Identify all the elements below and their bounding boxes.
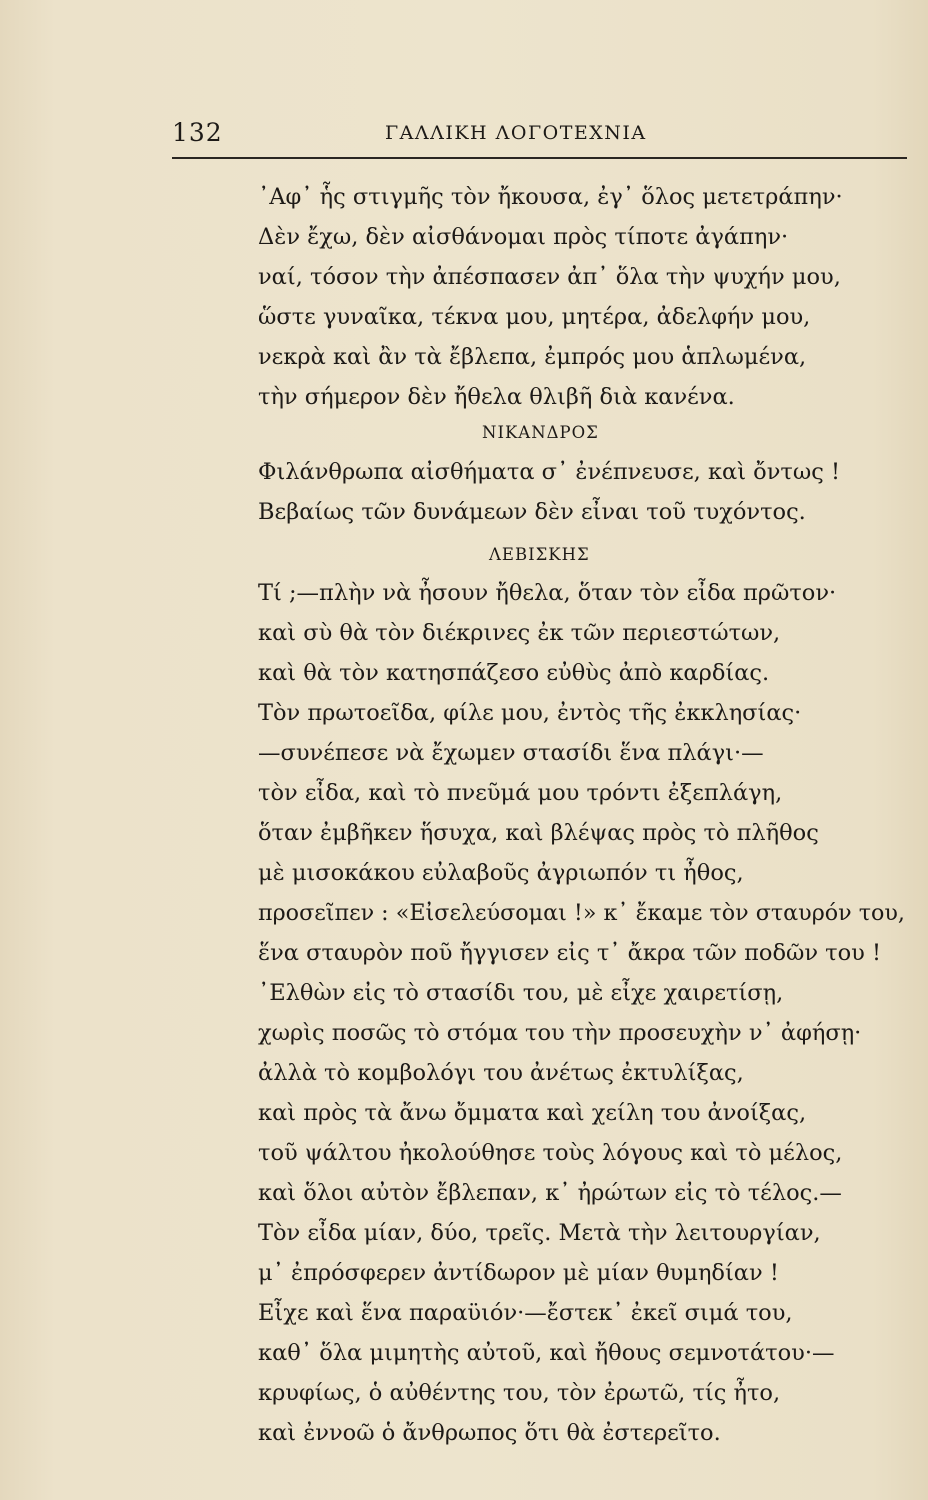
speaker-name: ΛΕΒΙΣΚΗΣ <box>489 545 590 564</box>
verse-line: Βεβαίως τῶν δυνάμεων δὲν εἶναι τοῦ τυχόντος. <box>258 499 806 525</box>
verse-line: καὶ πρὸς τὰ ἄνω ὄμματα καὶ χείλη του ἀνοίξας, <box>258 1100 807 1126</box>
verse-line: ὅταν ἐμβῆκεν ἥσυχα, καὶ βλέψας πρὸς τὸ πλῆθος <box>258 820 819 846</box>
verse-line: —συνέπεσε νὰ ἔχωμεν στασίδι ἕνα πλάγι·— <box>258 740 764 766</box>
verse-line: Δὲν ἔχω, δὲν αἰσθάνομαι πρὸς τίποτε ἀγάπην· <box>258 224 789 250</box>
verse-line: Εἶχε καὶ ἕνα παραϋιόν·—ἔστεκ᾿ ἐκεῖ σιμά του, <box>258 1300 793 1326</box>
verse-line: χωρὶς ποσῶς τὸ στόμα του τὴν προσευχὴν ν᾿ ἀφήσῃ· <box>258 1020 862 1046</box>
verse-line: τὸν εἶδα, καὶ τὸ πνεῦμά μου τρόντι ἐξεπλάγη, <box>258 780 783 806</box>
verse-line: καὶ σὺ θὰ τὸν διέκρινες ἐκ τῶν περιεστώτων, <box>258 620 781 646</box>
verse-line: μὲ μισοκάκου εὐλαβοῦς ἀγριωπόν τι ἦθος, <box>258 860 744 886</box>
verse-line: Τὸν πρωτοεῖδα, φίλε μου, ἐντὸς τῆς ἐκκλησίας· <box>258 700 802 726</box>
verse-line: καὶ ὅλοι αὐτὸν ἔβλεπαν, κ᾿ ἠρώτων εἰς τὸ τέλος.— <box>258 1180 842 1206</box>
page-number: 132 <box>172 118 223 147</box>
verse-line: ὥστε γυναῖκα, τέκνα μου, μητέρα, ἀδελφήν μου, <box>258 304 811 330</box>
verse-line: τὴν σήμερον δὲν ἤθελα θλιβῆ διὰ κανένα. <box>258 384 735 410</box>
verse-line: ᾿Αφ᾿ ἧς στιγμῆς τὸν ἤκουσα, ἐγ᾿ ὅλος μετετράπην· <box>258 184 843 210</box>
verse-line: τοῦ ψάλτου ἠκολούθησε τοὺς λόγους καὶ τὸ μέλος, <box>258 1140 843 1166</box>
verse-line: μ᾿ ἐπρόσφερεν ἀντίδωρον μὲ μίαν θυμηδίαν ! <box>258 1260 779 1286</box>
verse-line: προσεῖπεν : «Εἰσελεύσομαι !» κ᾿ ἔκαμε τὸν σταυρόν του, <box>258 900 905 926</box>
verse-line: νεκρὰ καὶ ἂν τὰ ἔβλεπα, ἐμπρός μου ἁπλωμένα, <box>258 344 807 370</box>
verse-line: ναί, τόσον τὴν ἀπέσπασεν ἀπ᾿ ὅλα τὴν ψυχήν μου, <box>258 264 841 290</box>
verse-line: ἀλλὰ τὸ κομβολόγι του ἀνέτως ἐκτυλίξας, <box>258 1060 744 1086</box>
verse-line: καὶ ἐννοῶ ὁ ἄνθρωπος ὅτι θὰ ἐστερεῖτο. <box>258 1420 721 1446</box>
verse-line: ᾿Ελθὼν εἰς τὸ στασίδι του, μὲ εἶχε χαιρετίσῃ, <box>258 980 784 1006</box>
running-title: ΓΑΛΛΙΚΗ ΛΟΓΟΤΕΧΝΙΑ <box>385 122 647 144</box>
speaker-name: ΝΙΚΑΝΔΡΟΣ <box>482 423 599 442</box>
verse-line: καθ᾿ ὅλα μιμητὴς αὐτοῦ, καὶ ἤθους σεμνοτάτου·— <box>258 1340 835 1366</box>
verse-line: Τὸν εἶδα μίαν, δύο, τρεῖς. Μετὰ τὴν λειτουργίαν, <box>258 1220 821 1246</box>
verse-line: καὶ θὰ τὸν κατησπάζεσο εὐθὺς ἀπὸ καρδίας. <box>258 660 770 686</box>
verse-line: κρυφίως, ὁ αὐθέντης του, τὸν ἐρωτῶ, τίς ἦτο, <box>258 1380 781 1406</box>
verse-line: ἕνα σταυρὸν ποῦ ἤγγισεν εἰς τ᾿ ἄκρα τῶν ποδῶν του ! <box>258 940 882 966</box>
verse-line: Φιλάνθρωπα αἰσθήματα σ᾿ ἐνέπνευσε, καὶ ὄντως ! <box>258 459 841 485</box>
verse-line: Τί ;—πλὴν νὰ ἦσουν ἤθελα, ὅταν τὸν εἶδα πρῶτον· <box>258 580 837 606</box>
